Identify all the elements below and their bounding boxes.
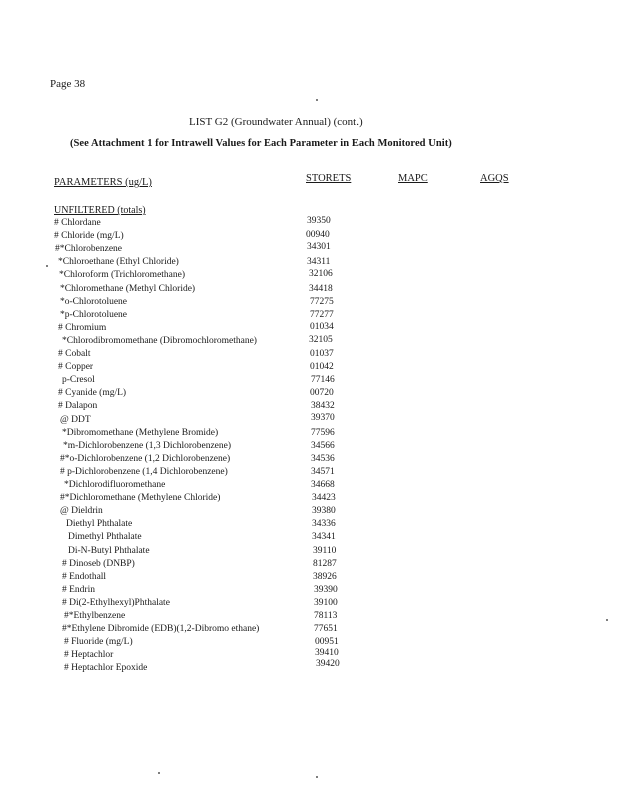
list-subtitle: (See Attachment 1 for Intrawell Values for Each Parameter in Each Monitored Unit) <box>70 138 452 149</box>
storet-code: 00951 <box>315 637 339 647</box>
storet-code: 34668 <box>311 480 335 490</box>
scan-speck <box>316 776 318 778</box>
storet-code: 38926 <box>313 572 337 582</box>
parameter-name: # p-Dichlorobenzene (1,4 Dichlorobenzene) <box>60 467 228 477</box>
parameter-name: # Copper <box>58 362 94 372</box>
storet-code: 34571 <box>311 467 335 477</box>
storet-code: 34423 <box>312 493 336 503</box>
parameter-name: #*Ethylene Dibromide (EDB)(1,2-Dibromo ethane) <box>62 624 260 634</box>
parameter-name: *Chloroethane (Ethyl Chloride) <box>58 257 179 267</box>
scan-speck <box>606 619 608 621</box>
parameter-name: Diethyl Phthalate <box>66 519 133 529</box>
parameter-name: # Fluoride (mg/L) <box>64 637 133 647</box>
storet-code: 39100 <box>314 598 338 608</box>
storet-code: 38432 <box>311 401 335 411</box>
storet-code: 34301 <box>307 242 331 252</box>
page-number: Page 38 <box>50 78 86 90</box>
parameter-name: # Cyanide (mg/L) <box>58 388 127 398</box>
storet-code: 39390 <box>314 585 338 595</box>
parameter-name: # Heptachlor Epoxide <box>64 663 148 673</box>
storet-code: 77651 <box>314 624 338 634</box>
parameter-name: # Dalapon <box>58 401 98 411</box>
parameter-name: #*Ethylbenzene <box>64 611 126 621</box>
parameter-name: *Chlorodibromomethane (Dibromochloromethane) <box>62 336 257 346</box>
parameter-name: *Chloroform (Trichloromethane) <box>59 270 186 280</box>
parameter-name: #*Dichloromethane (Methylene Chloride) <box>60 493 221 503</box>
parameter-name: Dimethyl Phthalate <box>68 532 142 542</box>
parameter-name: #*o-Dichlorobenzene (1,2 Dichlorobenzene) <box>60 454 231 464</box>
storet-code: 77146 <box>311 375 335 385</box>
parameter-name: *Chloromethane (Methyl Chloride) <box>60 284 196 294</box>
parameter-name: *Dichlorodifluoromethane <box>64 480 166 490</box>
parameter-name: # Heptachlor <box>64 650 114 660</box>
storet-code: 34418 <box>309 284 333 294</box>
column-header-agqs: AGQS <box>480 173 509 184</box>
storet-code: 39410 <box>315 648 339 658</box>
parameter-name: *m-Dichlorobenzene (1,3 Dichlorobenzene) <box>63 441 232 451</box>
parameter-name: *p-Chlorotoluene <box>60 310 128 320</box>
scan-speck <box>158 772 160 774</box>
parameter-name: # Chlordane <box>54 218 101 228</box>
parameter-name: # Cobalt <box>58 349 91 359</box>
column-header-parameters: PARAMETERS (ug/L) <box>54 177 152 188</box>
storet-code: 34341 <box>312 532 336 542</box>
storet-code: 39420 <box>316 659 340 669</box>
parameter-name: # Chromium <box>58 323 107 333</box>
storet-code: 39110 <box>313 546 337 556</box>
parameter-name: *Dibromomethane (Methylene Bromide) <box>62 428 219 438</box>
storet-code: 32106 <box>309 269 333 279</box>
storet-code: 39370 <box>311 413 335 423</box>
storet-code: 01034 <box>310 322 334 332</box>
storet-code: 01037 <box>310 349 334 359</box>
storet-code: 77277 <box>310 310 334 320</box>
storet-code: 39380 <box>312 506 336 516</box>
parameter-name: # Dinoseb (DNBP) <box>62 559 135 569</box>
parameter-name: #*Chlorobenzene <box>55 244 123 254</box>
storet-code: 01042 <box>310 362 334 372</box>
parameter-name: @ Dieldrin <box>60 506 103 516</box>
storet-code: 34336 <box>312 519 336 529</box>
parameter-name: # Di(2-Ethylhexyl)Phthalate <box>62 598 170 608</box>
storet-code: 32105 <box>309 335 333 345</box>
column-header-storets: STORETS <box>306 173 352 184</box>
column-header-mapc: MAPC <box>398 173 428 184</box>
parameter-name: # Endothall <box>62 572 107 582</box>
storet-code: 00940 <box>306 230 330 240</box>
parameter-name: # Chloride (mg/L) <box>54 231 124 241</box>
parameter-name: *o-Chlorotoluene <box>60 297 128 307</box>
storet-code: 78113 <box>314 611 338 621</box>
storet-code: 81287 <box>313 559 337 569</box>
parameter-name: p-Cresol <box>62 375 95 385</box>
parameter-name: @ DDT <box>60 415 91 425</box>
storet-code: 34536 <box>311 454 335 464</box>
storet-code: 39350 <box>307 216 331 226</box>
storet-code: 00720 <box>310 388 334 398</box>
scan-speck <box>46 265 48 267</box>
storet-code: 34566 <box>311 441 335 451</box>
storet-code: 34311 <box>307 257 331 267</box>
list-title: LIST G2 (Groundwater Annual) (cont.) <box>189 116 363 128</box>
parameter-name: Di-N-Butyl Phthalate <box>68 546 150 556</box>
section-heading-unfiltered: UNFILTERED (totals) <box>54 205 146 216</box>
parameter-name: # Endrin <box>62 585 95 595</box>
storet-code: 77275 <box>310 297 334 307</box>
storet-code: 77596 <box>311 428 335 438</box>
scan-speck <box>316 99 318 101</box>
